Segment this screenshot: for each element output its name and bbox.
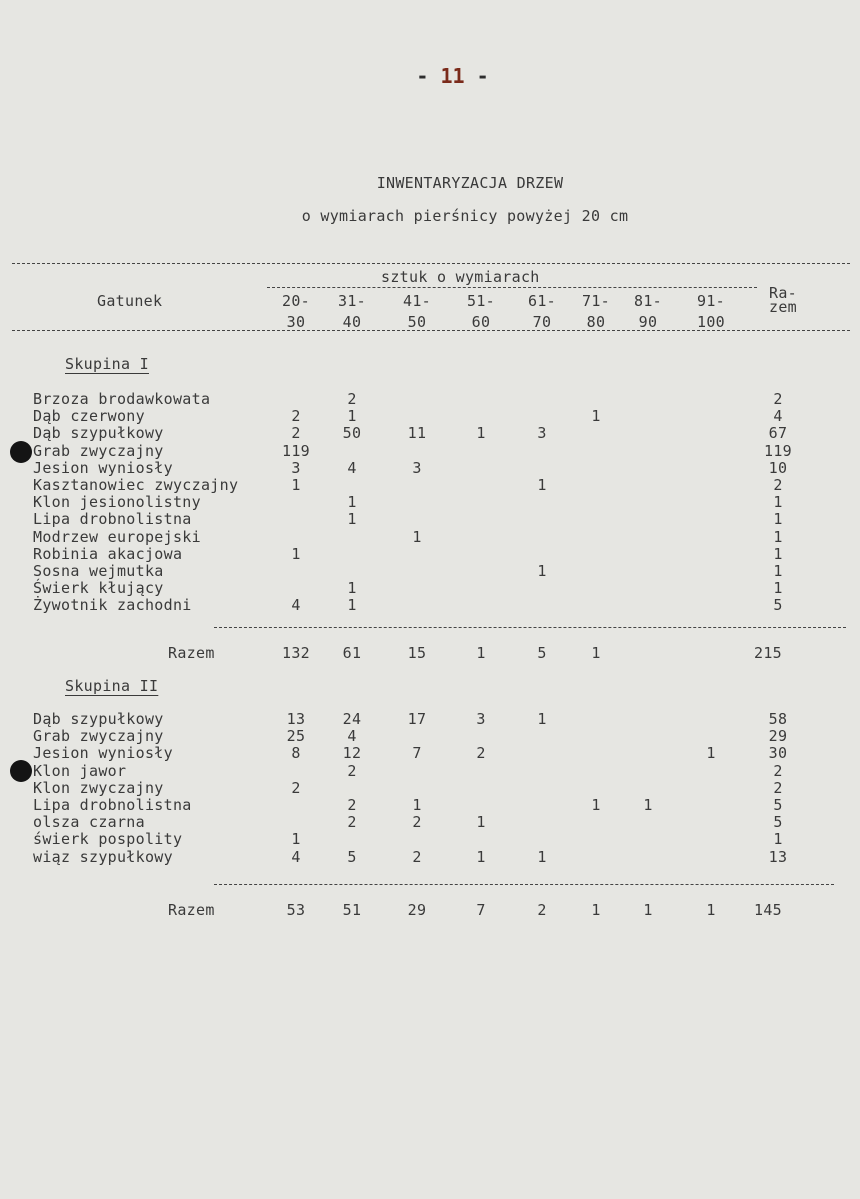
- table-cell: 17: [407, 710, 427, 728]
- table-cell: 1: [537, 476, 547, 494]
- table-cell: 1: [591, 407, 601, 426]
- page-number-value: 11: [440, 64, 465, 88]
- species-name: Dąb szypułkowy: [33, 424, 164, 443]
- row-total: 1: [773, 579, 783, 598]
- table-cell: 1: [291, 544, 301, 563]
- table-cell: 1: [347, 407, 357, 426]
- header-col-4-bottom: 60: [471, 313, 491, 331]
- sum-cell: 5: [537, 644, 547, 662]
- header-top-rule: [12, 263, 850, 264]
- table-cell: 1: [476, 424, 486, 443]
- row-total: 13: [768, 847, 788, 866]
- species-name: Klon jesionolistny: [33, 493, 201, 512]
- header-col-5-top: 61-: [528, 292, 556, 310]
- species-name: Lipa drobnolistna: [33, 796, 192, 814]
- table-cell: 3: [537, 424, 547, 443]
- header-col-2-bottom: 40: [342, 313, 362, 331]
- sum-cell: 53: [286, 901, 306, 919]
- species-name: Żywotnik zachodni: [33, 596, 192, 615]
- header-col-8-top: 91-: [697, 292, 725, 310]
- table-cell: 2: [412, 813, 422, 832]
- table-cell: 11: [407, 424, 427, 443]
- table-cell: 2: [291, 424, 301, 443]
- row-total: 1: [773, 830, 783, 849]
- species-name: Klon jawor: [33, 761, 127, 780]
- table-cell: 1: [291, 830, 301, 849]
- row-total: 1: [773, 562, 783, 580]
- sum-cell: 1: [591, 901, 601, 919]
- table-cell: 3: [476, 710, 486, 728]
- header-total-top: Ra-: [769, 284, 797, 302]
- sum-total: 145: [754, 901, 782, 919]
- row-total: 10: [768, 458, 788, 477]
- group-title: Skupina II: [65, 677, 159, 695]
- species-name: Dąb szypułkowy: [33, 710, 164, 728]
- sum-label: Razem: [168, 901, 215, 919]
- table-cell: 1: [291, 476, 301, 494]
- row-total: 67: [768, 424, 788, 443]
- header-total-bottom: zem: [769, 298, 797, 316]
- table-cell: 2: [291, 778, 301, 797]
- species-name: Sosna wejmutka: [33, 562, 164, 580]
- table-cell: 50: [342, 424, 362, 443]
- table-cell: 1: [591, 796, 601, 814]
- document-title: INWENTARYZACJA DRZEW: [376, 174, 564, 192]
- table-cell: 1: [476, 813, 486, 832]
- header-col-4-top: 51-: [467, 292, 495, 310]
- row-total: 4: [773, 407, 783, 426]
- table-cell: 1: [476, 847, 486, 866]
- punch-hole-lower: [10, 760, 32, 782]
- table-cell: 119: [282, 441, 310, 460]
- table-cell: 3: [412, 458, 422, 477]
- table-cell: 1: [643, 796, 653, 814]
- table-cell: 24: [342, 710, 362, 728]
- sum-label: Razem: [168, 644, 215, 662]
- table-cell: 1: [347, 596, 357, 615]
- sum-cell: 1: [591, 644, 601, 662]
- table-cell: 2: [347, 761, 357, 780]
- species-name: Robinia akacjowa: [33, 544, 183, 563]
- table-cell: 2: [347, 390, 357, 408]
- table-cell: 2: [476, 744, 486, 763]
- row-total: 5: [773, 796, 783, 814]
- species-name: Klon zwyczajny: [33, 778, 164, 797]
- group-title: Skupina I: [65, 355, 149, 373]
- punch-hole-upper: [10, 441, 32, 463]
- header-col-6-bottom: 80: [586, 313, 606, 331]
- sum-total: 215: [754, 644, 782, 662]
- table-cell: 2: [291, 407, 301, 426]
- sum-cell: 61: [342, 644, 362, 662]
- row-total: 2: [773, 476, 783, 494]
- row-total: 2: [773, 390, 783, 408]
- header-col-8-bottom: 100: [697, 313, 725, 331]
- table-cell: 12: [342, 744, 362, 763]
- header-col-7-bottom: 90: [638, 313, 658, 331]
- table-cell: 2: [347, 796, 357, 814]
- row-total: 1: [773, 527, 783, 546]
- species-name: Grab zwyczajny: [33, 727, 164, 746]
- species-name: wiąz szypułkowy: [33, 847, 173, 866]
- header-col-5-bottom: 70: [532, 313, 552, 331]
- sum-cell: 15: [407, 644, 427, 662]
- table-cell: 4: [291, 847, 301, 866]
- sum-cell: 7: [476, 901, 486, 919]
- table-cell: 1: [537, 710, 547, 728]
- header-col-2-top: 31-: [338, 292, 366, 310]
- table-cell: 25: [286, 727, 306, 746]
- header-col-1-bottom: 30: [286, 313, 306, 331]
- species-name: Grab zwyczajny: [33, 441, 164, 460]
- table-cell: 1: [347, 510, 357, 529]
- row-total: 1: [773, 510, 783, 529]
- table-cell: 1: [412, 796, 422, 814]
- species-name: Lipa drobnolistna: [33, 510, 192, 529]
- sum-rule: [214, 627, 846, 628]
- row-total: 1: [773, 544, 783, 563]
- sum-cell: 2: [537, 901, 547, 919]
- row-total: 5: [773, 596, 783, 615]
- table-cell: 1: [347, 579, 357, 598]
- table-cell: 7: [412, 744, 422, 763]
- sum-cell: 1: [706, 901, 716, 919]
- sum-cell: 51: [342, 901, 362, 919]
- species-name: olsza czarna: [33, 813, 145, 832]
- row-total: 1: [773, 493, 783, 512]
- sum-cell: 132: [282, 644, 310, 662]
- table-cell: 1: [706, 744, 716, 763]
- header-group-label: sztuk o wymiarach: [381, 268, 540, 286]
- table-cell: 1: [537, 847, 547, 866]
- species-name: świerk pospolity: [33, 830, 183, 849]
- header-species-label: Gatunek: [97, 292, 163, 310]
- row-total: 58: [768, 710, 788, 728]
- page-number: [0, 64, 860, 88]
- species-name: Świerk kłujący: [33, 579, 164, 598]
- table-cell: 4: [291, 596, 301, 615]
- sum-cell: 1: [643, 901, 653, 919]
- sum-rule: [214, 884, 834, 885]
- table-cell: 2: [347, 813, 357, 832]
- species-name: Modrzew europejski: [33, 527, 201, 546]
- row-total: 30: [768, 744, 788, 763]
- row-total: 2: [773, 761, 783, 780]
- table-cell: 1: [347, 493, 357, 512]
- table-cell: 8: [291, 744, 301, 763]
- table-cell: 2: [412, 847, 422, 866]
- header-col-1-top: 20-: [282, 292, 310, 310]
- row-total: 2: [773, 778, 783, 797]
- table-cell: 1: [412, 527, 422, 546]
- table-cell: 5: [347, 847, 357, 866]
- header-col-7-top: 81-: [634, 292, 662, 310]
- row-total: 5: [773, 813, 783, 832]
- row-total: 119: [764, 441, 792, 460]
- document-subtitle: o wymiarach pierśnicy powyżej 20 cm: [301, 207, 629, 225]
- page-number-post: -: [464, 64, 489, 88]
- table-cell: 13: [286, 710, 306, 728]
- header-col-6-top: 71-: [582, 292, 610, 310]
- table-cell: 4: [347, 458, 357, 477]
- header-col-3-bottom: 50: [407, 313, 427, 331]
- header-col-3-top: 41-: [403, 292, 431, 310]
- table-cell: 4: [347, 727, 357, 746]
- species-name: Jesion wyniosły: [33, 744, 173, 763]
- species-name: Jesion wyniosły: [33, 458, 173, 477]
- row-total: 29: [768, 727, 788, 746]
- header-group-rule: [267, 287, 757, 288]
- table-cell: 1: [537, 562, 547, 580]
- sum-cell: 1: [476, 644, 486, 662]
- species-name: Brzoza brodawkowata: [33, 390, 211, 408]
- sum-cell: 29: [407, 901, 427, 919]
- species-name: Kasztanowiec zwyczajny: [33, 476, 239, 494]
- species-name: Dąb czerwony: [33, 407, 145, 426]
- page-number-pre: -: [416, 64, 441, 88]
- table-cell: 3: [291, 458, 301, 477]
